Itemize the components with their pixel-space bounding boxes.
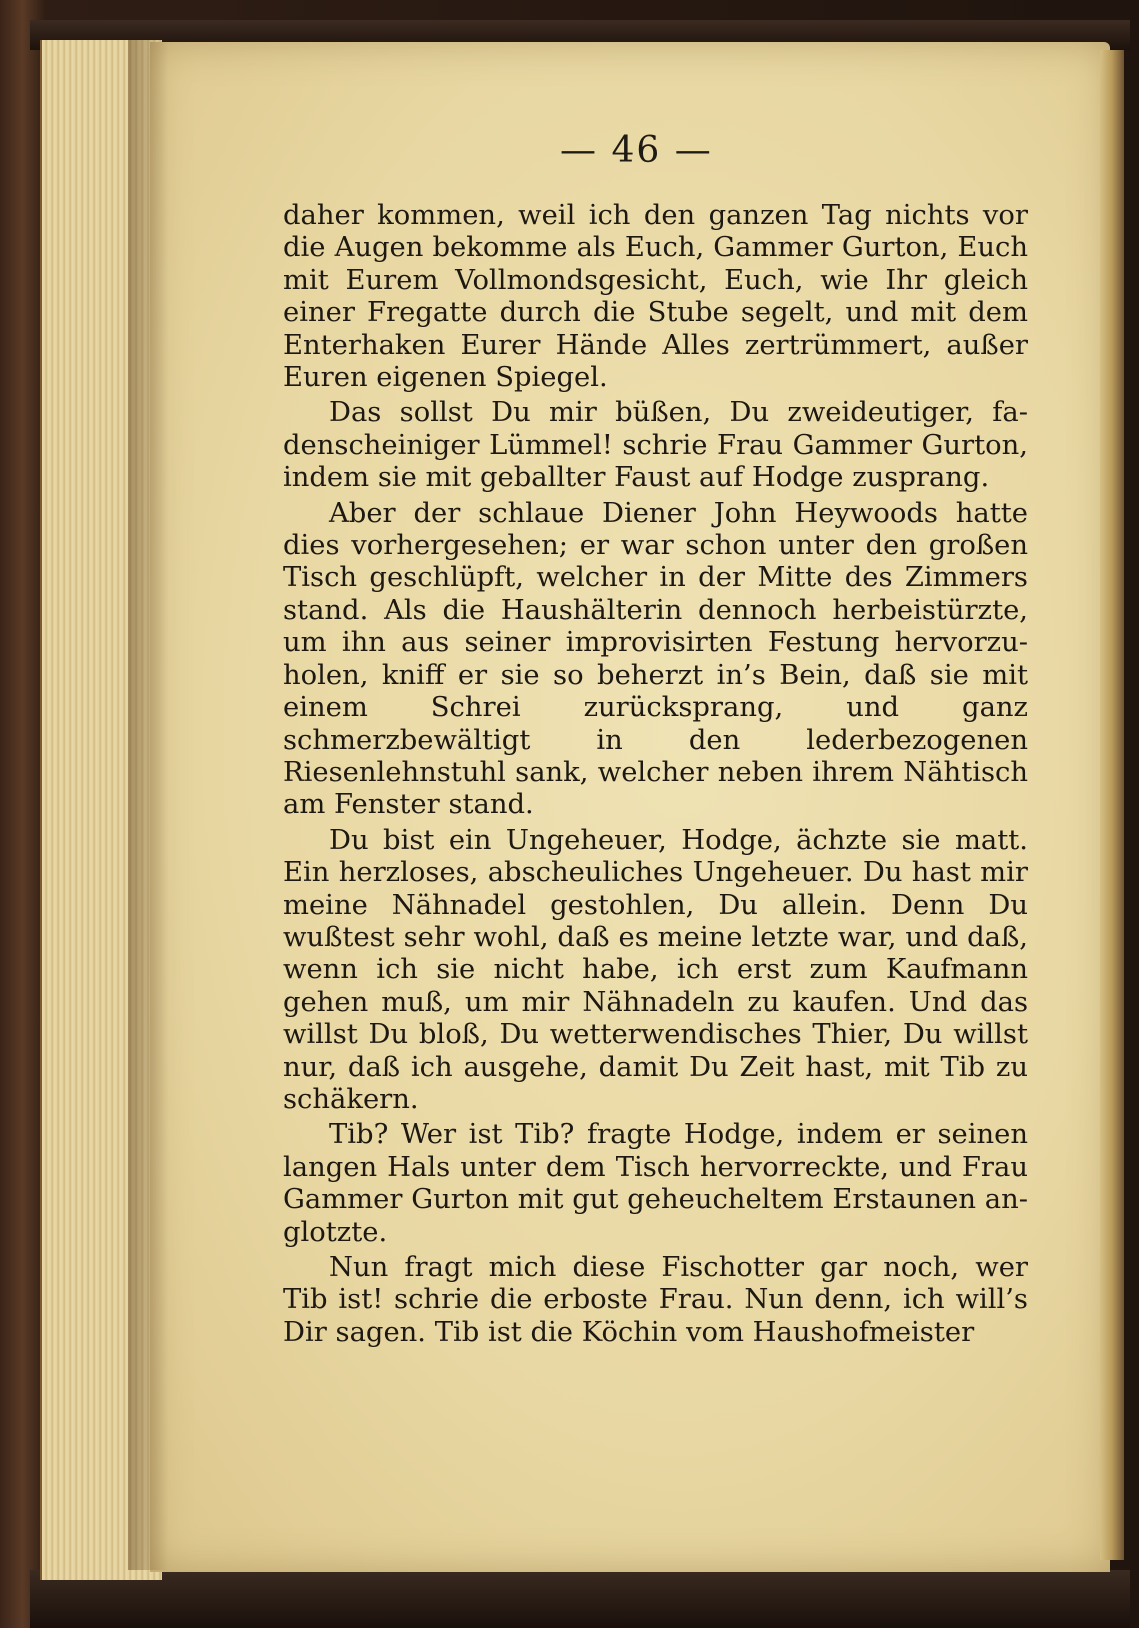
- spine-shadow: [128, 40, 168, 1570]
- paragraph-4: Du bist ein Ungeheuer, Hodge, ächzte sie matt. Ein herzloses, abscheuliches Ungeheuer. Du hast mir meine Nähnadel gestohlen, Du allein. Denn Du wußtest sehr wohl, daß es meine letzte war, und daß, wenn ich sie nicht habe, ich erst zum Kaufmann gehen muß, um mir Nähnadeln zu kaufen. Und das willst Du bloß, Du wetterwendisches Thier, Du willst nur, daß ich ausgehe, damit Du Zeit hast, mit Tib zu schäkern.: [283, 824, 1028, 1115]
- paragraph-1: daher kommen, weil ich den ganzen Tag nichts vor die Augen bekomme als Euch, Gammer Gurton, Euch mit Eurem Vollmondsgesicht, Euch, wie Ihr gleich einer Fregatte durch die Stube segelt, und mit dem Enterhaken Eurer Hände Alles zertrümmert, außer Euren eigenen Spiegel.: [283, 200, 1028, 394]
- paragraph-3: Aber der schlaue Diener John Heywoods hatte dies vorhergesehen; er war schon unter den großen Tisch geschlüpft, welcher in der Mitte des Zimmers stand. Als die Haushälterin dennoch herbeistürzte, um ihn aus seiner improvisirten Festung hervorzu-holen, kniff er sie so beherzt in’s Bein, daß sie mit einem Schrei zurücksprang, und ganz schmerzbewältigt in den lederbezogenen Riesenlehnstuhl sank, welcher neben ihrem Nähtisch am Fenster stand.: [283, 497, 1028, 821]
- paragraph-2: Das sollst Du mir büßen, Du zweideutiger, fa-denscheiniger Lümmel! schrie Frau Gammer Gurton, indem sie mit geballter Faust auf Hodge zusprang.: [283, 397, 1028, 494]
- body-text: [283, 200, 1028, 1349]
- paragraph-6: Nun fragt mich diese Fischotter gar noch, wer Tib ist! schrie die erboste Frau. Nun denn, ich will’s Dir sagen. Tib ist die Köchin vom Haushofmeister: [283, 1252, 1028, 1348]
- paragraph-5: Tib? Wer ist Tib? fragte Hodge, indem er seinen langen Hals unter dem Tisch hervorreckte, und Frau Gammer Gurton mit gut geheucheltem Erstaunen an-glotzte.: [283, 1119, 1028, 1248]
- page-number-text: — 46 —: [560, 130, 713, 171]
- page-right-edge: [1100, 50, 1124, 1560]
- cover-bottom-edge: [30, 1570, 1130, 1628]
